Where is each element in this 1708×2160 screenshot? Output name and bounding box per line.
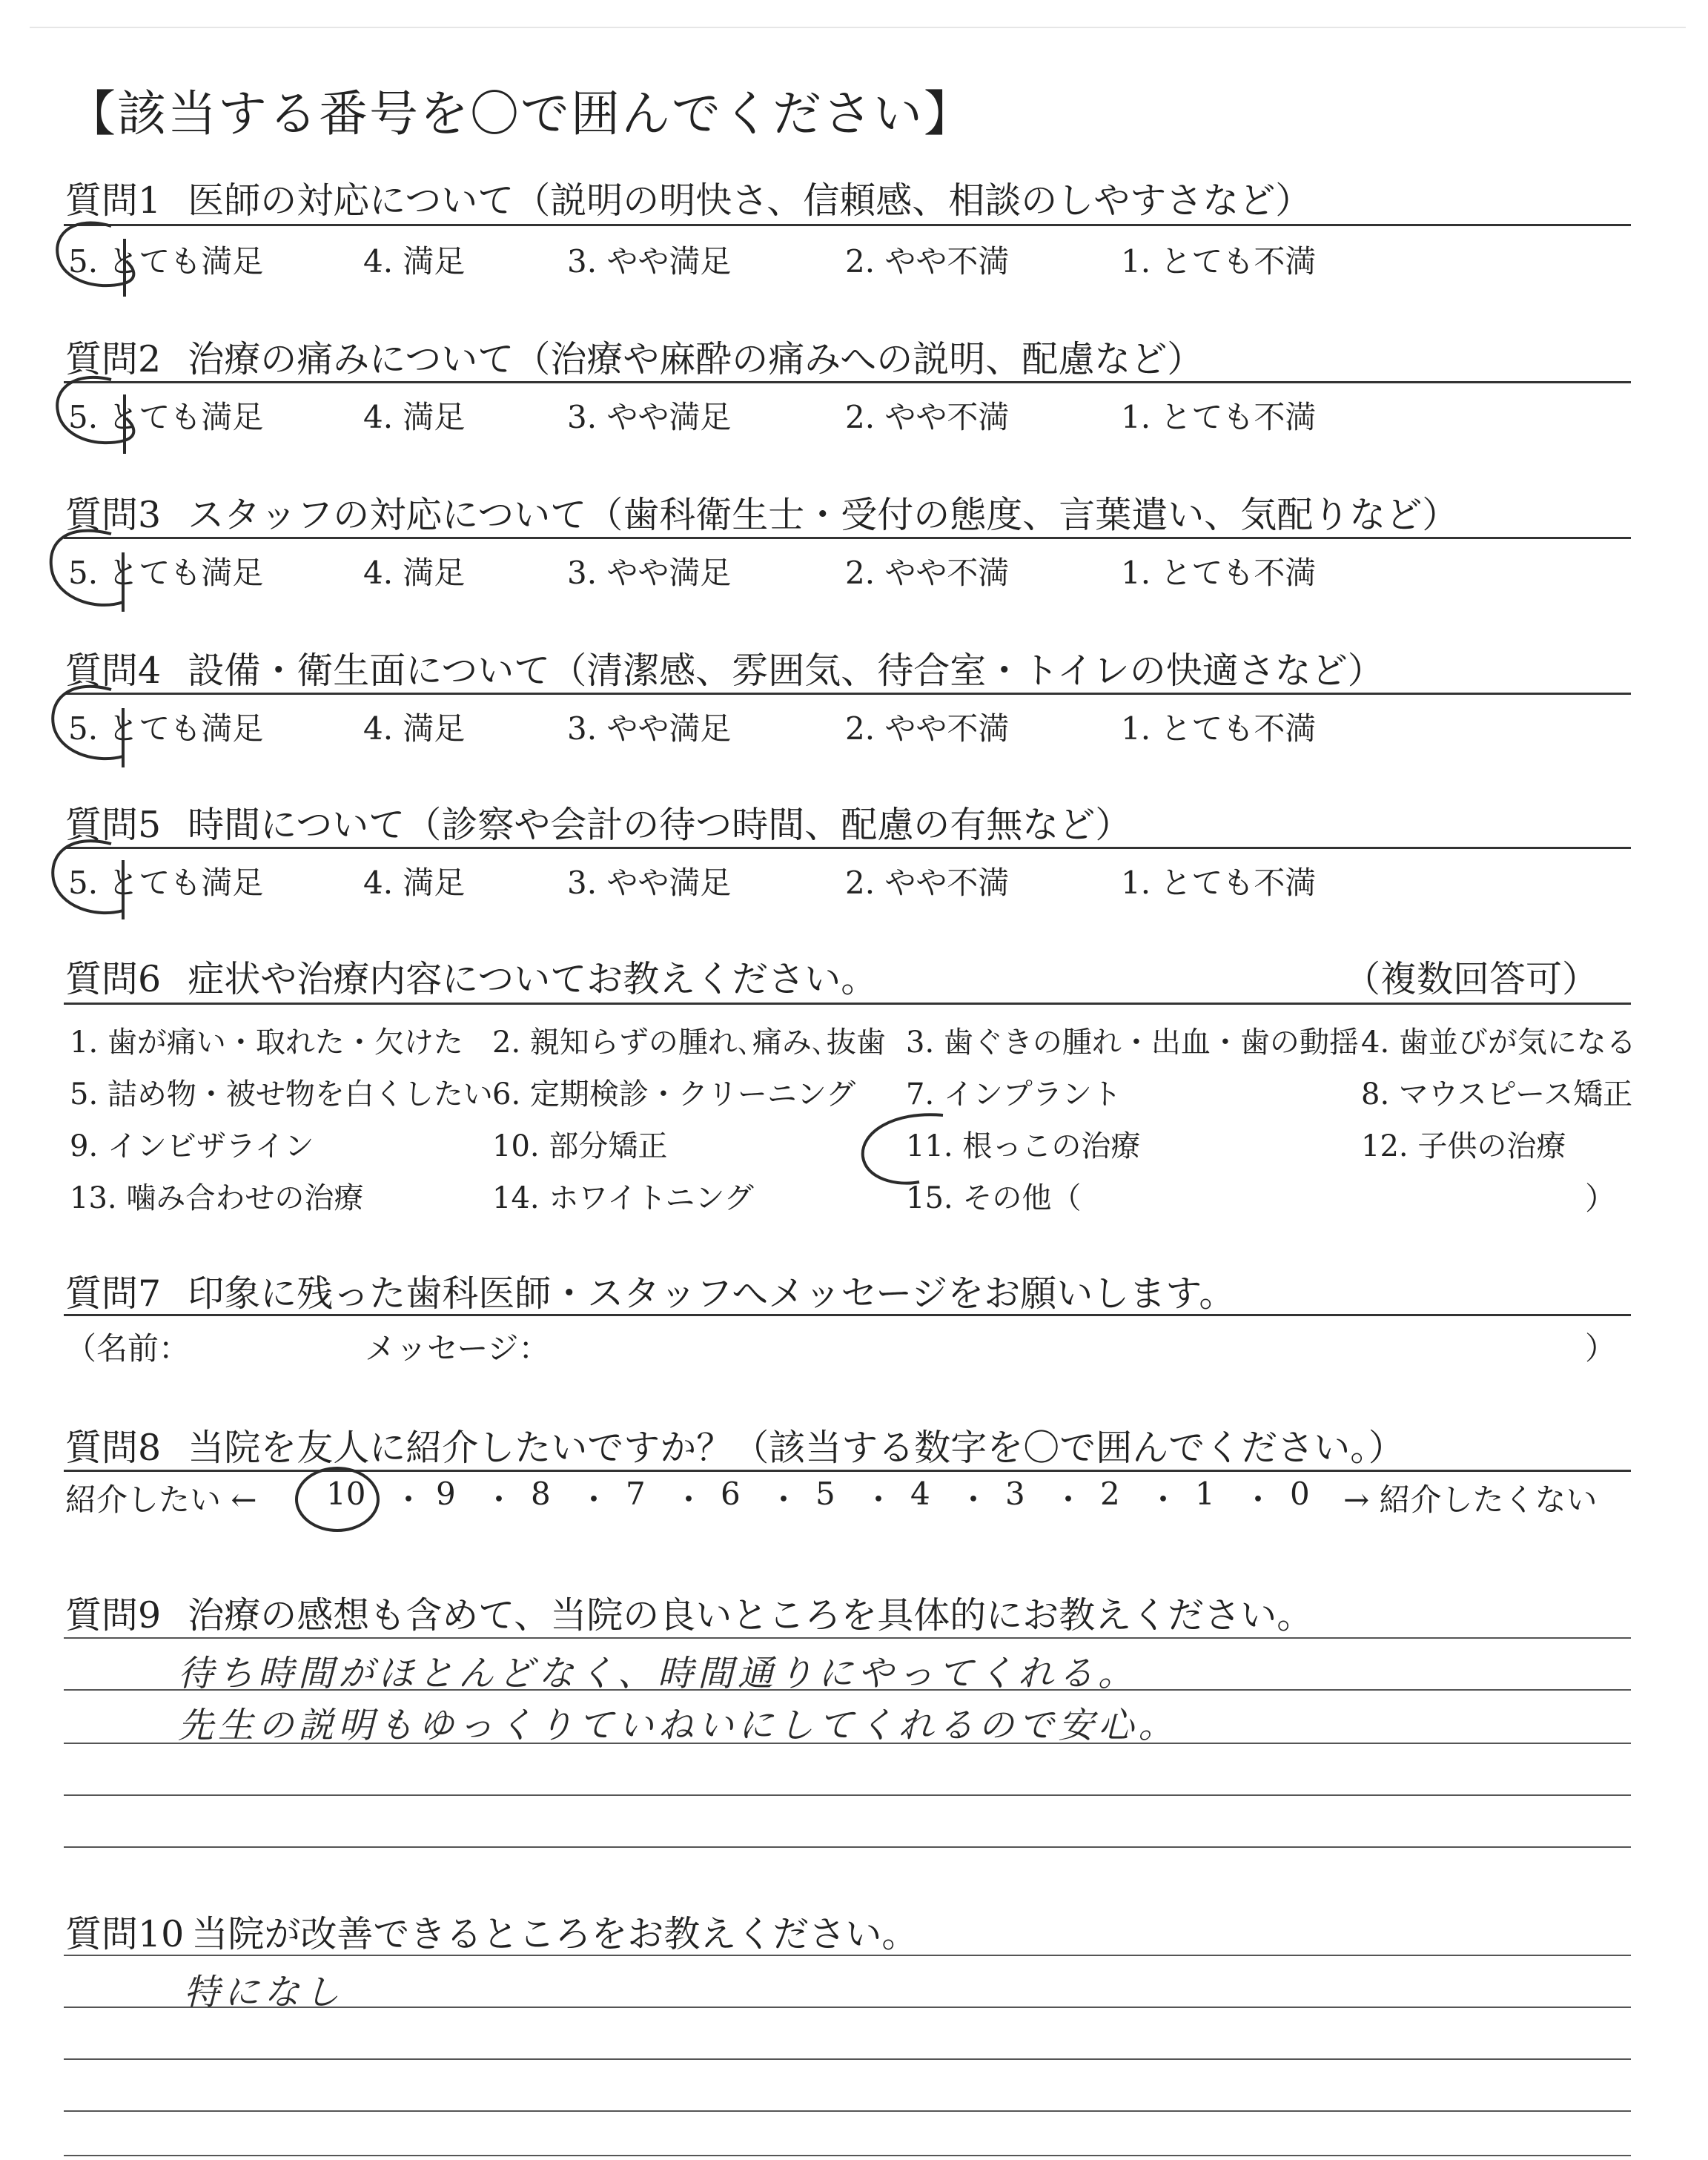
q5-option-1[interactable]: 1. とても不満 [1121, 865, 1317, 901]
q1-option-3[interactable]: 3. やや満足 [567, 243, 732, 280]
q4-selection-circle [53, 687, 123, 767]
q5-option-5[interactable]: 5. とても満足 [68, 865, 264, 901]
question-text: 症状や治療内容についてお教えください。 [188, 958, 878, 1000]
q6-choice-7[interactable]: 7. インプラント [906, 1077, 1122, 1112]
question-number: 質問1 [65, 179, 162, 222]
q9-handwritten-answer-1[interactable]: 待ち時間がほとんどなく、時間通りにやってくれる。 [178, 1653, 1139, 1694]
scale-dot: ・ [393, 1482, 425, 1518]
q2-option-3[interactable]: 3. やや満足 [567, 399, 732, 435]
q6-choice-12[interactable]: 12. 子供の治療 [1361, 1129, 1566, 1163]
scale-dot: ・ [768, 1482, 800, 1518]
q3-option-1[interactable]: 1. とても不満 [1121, 555, 1317, 591]
question-number: 質問4 [65, 650, 162, 692]
scale-6[interactable]: 6 [721, 1476, 741, 1512]
question-text: 医師の対応について（説明の明快さ、信頼感、相談のしやすさなど） [188, 179, 1312, 222]
page-title: 【該当する番号を〇で囲んでください】 [67, 85, 974, 142]
q6-choice-10[interactable]: 10. 部分矯正 [492, 1129, 668, 1163]
q6-choice-1[interactable]: 1. 歯が痛い・取れた・欠けた [70, 1025, 463, 1060]
scale-8[interactable]: 8 [531, 1476, 551, 1512]
scale-7[interactable]: 7 [626, 1476, 646, 1512]
scale-1[interactable]: 1 [1195, 1476, 1215, 1512]
q1-selection-circle [57, 223, 133, 297]
q1-option-1[interactable]: 1. とても不満 [1121, 243, 1317, 280]
scale-9[interactable]: 9 [436, 1476, 456, 1512]
question-number: 質問8 [65, 1427, 162, 1469]
recommend-left-label: 紹介したい ← [65, 1482, 257, 1518]
scale-dot: ・ [483, 1482, 515, 1518]
question-text: 治療の感想も含めて、当院の良いところを具体的にお教えください。 [188, 1594, 1314, 1636]
question-text: 印象に残った歯科医師・スタッフへメッセージをお願いします。 [188, 1272, 1236, 1315]
question-number: 質問10 [65, 1913, 185, 1955]
q3-option-2[interactable]: 2. やや不満 [845, 555, 1010, 591]
q6-choice-8[interactable]: 8. マウスピース矯正 [1361, 1077, 1633, 1112]
q6-choice-15[interactable]: 15. その他（ [906, 1181, 1082, 1215]
question-number: 質問5 [65, 804, 162, 846]
q6-choice-13[interactable]: 13. 噛み合わせの治療 [70, 1181, 364, 1215]
scale-3[interactable]: 3 [1005, 1476, 1025, 1512]
q5-option-2[interactable]: 2. やや不満 [845, 865, 1010, 901]
question-number: 質問6 [65, 958, 162, 1000]
q6-selection-circle [863, 1114, 943, 1183]
scale-10[interactable]: 10 [326, 1476, 366, 1512]
q3-option-3[interactable]: 3. やや満足 [567, 555, 732, 591]
q2-selection-circle [57, 377, 133, 454]
scale-dot: ・ [1053, 1482, 1085, 1518]
scale-4[interactable]: 4 [910, 1476, 930, 1512]
q4-option-2[interactable]: 2. やや不満 [845, 710, 1010, 747]
q5-option-4[interactable]: 4. 満足 [363, 865, 466, 901]
scale-dot: ・ [1242, 1482, 1274, 1518]
q6-choice-5[interactable]: 5. 詰め物・被せ物を白くしたい [70, 1077, 493, 1112]
scale-dot: ・ [1148, 1482, 1179, 1518]
q2-option-4[interactable]: 4. 満足 [363, 399, 466, 435]
name-label[interactable]: （名前： [65, 1330, 191, 1367]
q8-selection-circle [297, 1468, 378, 1530]
q4-option-4[interactable]: 4. 満足 [363, 710, 466, 747]
question-number: 質問3 [65, 494, 162, 536]
question-number: 質問9 [65, 1594, 162, 1636]
other-close-paren: ） [1584, 1180, 1616, 1217]
question-number: 質問7 [65, 1272, 162, 1315]
question-text: 時間について（診察や会計の待つ時間、配慮の有無など） [188, 804, 1132, 846]
scale-0[interactable]: 0 [1290, 1476, 1310, 1512]
question-number: 質問2 [65, 338, 162, 380]
q6-choice-4[interactable]: 4. 歯並びが気になる [1361, 1025, 1636, 1060]
question-text: 当院を友人に紹介したいですか？（該当する数字を〇で囲んでください。） [188, 1427, 1405, 1469]
q10-handwritten-answer-1[interactable]: 特になし [184, 1972, 345, 2013]
multiple-answers-note: （複数回答可） [1343, 958, 1598, 1000]
q3-option-5[interactable]: 5. とても満足 [68, 555, 264, 591]
q6-choice-3[interactable]: 3. 歯ぐきの腫れ・出血・歯の動揺 [906, 1025, 1359, 1060]
q2-option-5[interactable]: 5. とても満足 [68, 399, 264, 435]
scale-2[interactable]: 2 [1100, 1476, 1120, 1512]
scale-dot: ・ [578, 1482, 610, 1518]
q5-selection-circle [53, 841, 123, 919]
q1-option-5[interactable]: 5. とても満足 [68, 243, 264, 280]
q2-option-2[interactable]: 2. やや不満 [845, 399, 1010, 435]
q6-choice-9[interactable]: 9. インビザライン [70, 1129, 314, 1163]
q2-option-1[interactable]: 1. とても不満 [1121, 399, 1317, 435]
scale-5[interactable]: 5 [815, 1476, 835, 1512]
q4-option-3[interactable]: 3. やや満足 [567, 710, 732, 747]
question-text: スタッフの対応について（歯科衛生士・受付の態度、言葉遣い、気配りなど） [188, 494, 1459, 536]
q6-choice-14[interactable]: 14. ホワイトニング [492, 1181, 754, 1215]
message-close-paren: ） [1584, 1330, 1616, 1367]
q4-option-1[interactable]: 1. とても不満 [1121, 710, 1317, 747]
scale-dot: ・ [673, 1482, 705, 1518]
scale-dot: ・ [863, 1482, 895, 1518]
scale-dot: ・ [958, 1482, 990, 1518]
q1-option-4[interactable]: 4. 満足 [363, 243, 466, 280]
question-text: 設備・衛生面について（清潔感、雰囲気、待合室・トイレの快適さなど） [188, 650, 1384, 692]
q1-option-2[interactable]: 2. やや不満 [845, 243, 1010, 280]
q3-option-4[interactable]: 4. 満足 [363, 555, 466, 591]
message-label[interactable]: メッセージ： [365, 1330, 550, 1367]
q3-selection-circle [51, 531, 123, 612]
question-text: 治療の痛みについて（治療や麻酔の痛みへの説明、配慮など） [188, 338, 1204, 380]
recommend-right-label: → 紹介したくない [1343, 1482, 1598, 1518]
q6-choice-2[interactable]: 2. 親知らずの腫れ､痛み､抜歯 [492, 1025, 886, 1060]
q5-option-3[interactable]: 3. やや満足 [567, 865, 732, 901]
q9-handwritten-answer-2[interactable]: 先生の説明もゆっくりていねいにしてくれるので安心。 [178, 1705, 1179, 1746]
q4-option-5[interactable]: 5. とても満足 [68, 710, 264, 747]
question-text: 当院が改善できるところをお教えください。 [191, 1913, 918, 1955]
q6-choice-11[interactable]: 11. 根っこの治療 [906, 1129, 1141, 1163]
q6-choice-6[interactable]: 6. 定期検診・クリーニング [492, 1077, 856, 1112]
